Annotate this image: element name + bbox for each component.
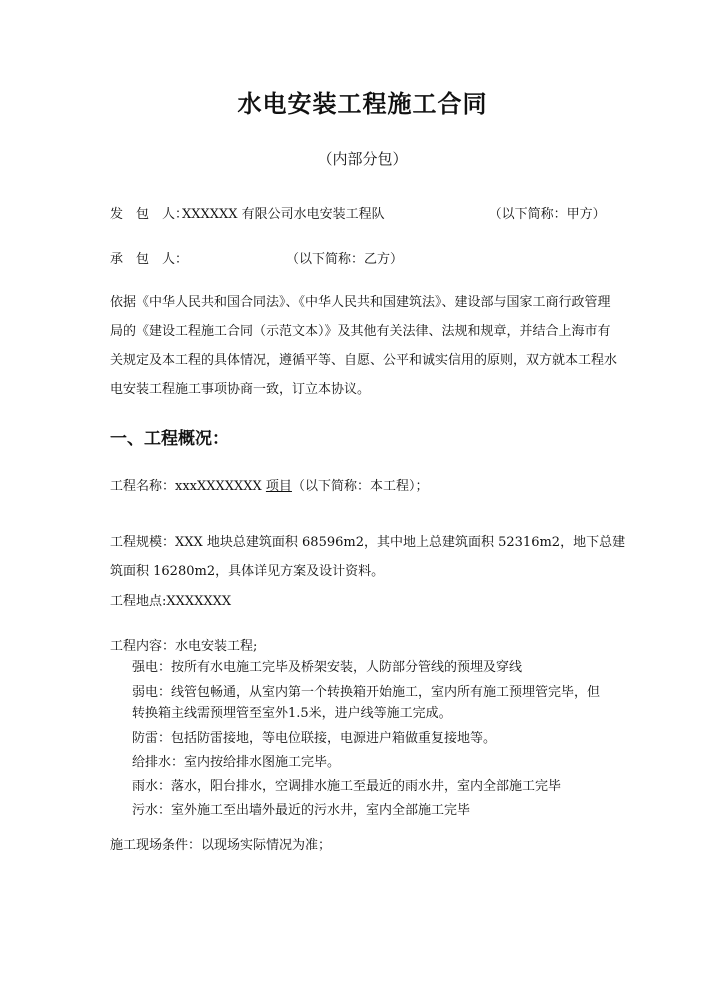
project-scale: 工程规模：XXX 地块总建筑面积 68596m2，其中地上总建筑面积 52316m2，地下总建筑面积 16280m2，具体详见方案及设计资料。	[110, 535, 626, 579]
project-name-prefix: 工程名称：xxxXXXXXXX	[110, 479, 266, 494]
item-rainwater: 雨水：落水，阳台排水，空调排水施工至最近的雨水井，室内全部施工完毕	[132, 779, 562, 794]
project-name	[110, 472, 630, 501]
project-name-link-text: 项目	[265, 479, 292, 494]
party-b-line	[110, 248, 403, 267]
item-lightning: 防雷：包括防雷接地，等电位联接，电源进户箱做重复接地等。	[132, 731, 497, 746]
project-location: 工程地点:XXXXXXX	[110, 594, 232, 609]
item-weak-current-cont: 转换箱主线需预埋管至室外1.5米，进户线等施工完成。	[132, 706, 452, 721]
document-title: 水电安装工程施工合同	[237, 89, 488, 118]
site-conditions: 施工现场条件：以现场实际情况为准；	[110, 838, 332, 853]
item-water-supply: 给排水：室内按给排水图施工完毕。	[132, 755, 341, 770]
project-content: 工程内容：水电安装工程;	[110, 639, 258, 654]
item-strong-current: 强电：按所有水电施工完毕及桥架安装，人防部分管线的预埋及穿线	[132, 660, 523, 675]
party-b-alias: （以下简称：乙方）	[286, 252, 404, 267]
party-a-alias: （以下简称：甲方）	[488, 207, 606, 222]
party-b-label: 承 包 人：	[110, 252, 189, 267]
document-subtitle: （内部分包）	[317, 150, 408, 168]
party-a-label: 发 包 人：	[110, 207, 189, 222]
item-weak-current: 弱电：线管包畅通，从室内第一个转换箱开始施工，室内所有施工预埋管完毕，但	[132, 685, 601, 700]
project-name-suffix: （以下简称：本工程）；	[291, 479, 429, 494]
item-sewage: 污水：室外施工至出墙外最近的污水井，室内全部施工完毕	[132, 803, 471, 818]
intro-paragraph: 依据《中华人民共和国合同法》、《中华人民共和国建筑法》、建设部与国家工商行政管理局的《建设工程施工合同（示范文本）》及其他有关法律、法规和规章，并结合上海市有关规定及本工程的具体情况，遵循平等、自愿、公平和诚实信用的原则，双方就本工程水电安装工程施工事项协商一致，订立本协议。	[110, 295, 618, 397]
party-a-line	[110, 203, 606, 222]
party-a-name: XXXXXX 有限公司水电安装工程队	[182, 207, 385, 222]
section-1-heading: 一、工程概况：	[110, 429, 229, 449]
